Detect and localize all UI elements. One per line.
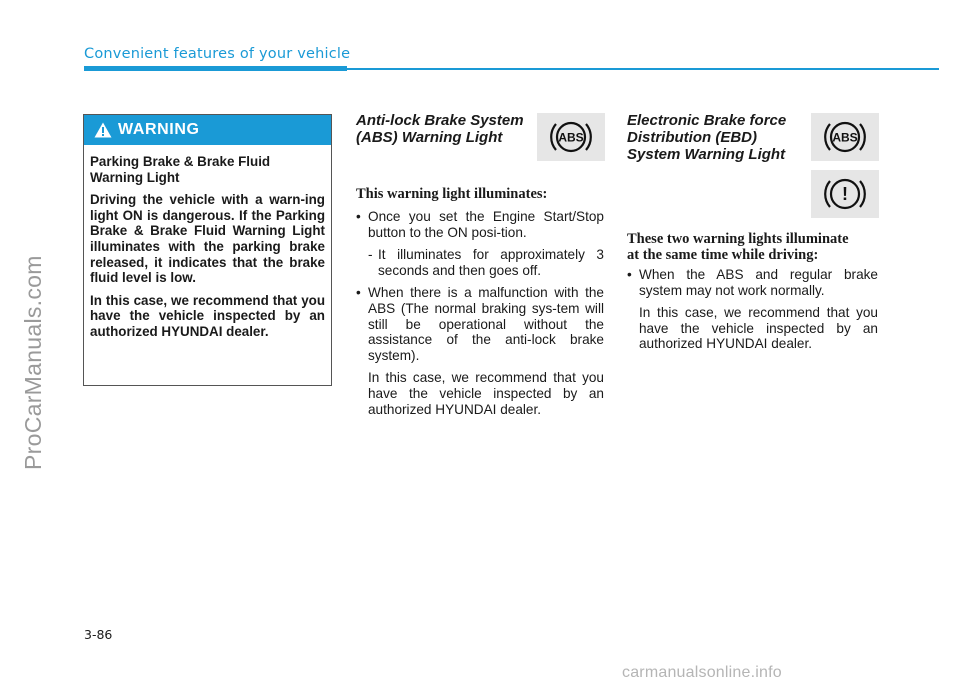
ebd-bullet-1-note: In this case, we recommend that you have the vehicle inspected by an authorized HYUNDAI dealer. <box>639 305 878 352</box>
ebd-abs-icon-text: ABS <box>832 130 858 145</box>
ebd-intro <box>627 231 849 263</box>
abs-bullet-2-note: In this case, we recommend that you have the vehicle inspected by an authorized HYUNDAI dealer. <box>368 370 604 417</box>
abs-sub-1-text: It illuminates for approximately 3 seconds and then goes off. <box>378 247 604 278</box>
ebd-abs-icon <box>811 113 879 161</box>
brake-exclamation-icon-graphic <box>819 173 871 215</box>
ebd-title-line-2: Distribution (EBD) <box>627 129 757 146</box>
abs-bullet-1: • Once you set the Engine Start/Stop button to the ON posi-tion. <box>356 209 604 240</box>
abs-intro: This warning light illuminates: <box>356 186 548 202</box>
brake-exclamation-icon-text: ! <box>842 184 848 204</box>
section-header-title: Convenient features of your vehicle <box>84 46 351 62</box>
warning-paragraph-2: In this case, we recommend that you have the vehicle inspected by an authorized HYUNDAI dealer. <box>90 292 325 339</box>
warning-heading: Parking Brake & Brake Fluid Warning Light <box>90 154 271 185</box>
abs-title-line-2: (ABS) Warning Light <box>356 129 503 146</box>
warning-header <box>84 115 331 145</box>
ebd-bullet-1: • When the ABS and regular brake system may not work normally. <box>627 267 878 298</box>
abs-warning-icon <box>537 113 605 161</box>
ebd-intro-line-2: at the same time while driving: <box>627 247 819 263</box>
warning-box <box>83 114 332 386</box>
ebd-title-line-3: System Warning Light <box>627 146 786 163</box>
bottom-watermark: carmanualsonline.info <box>622 664 782 681</box>
side-watermark-text: ProCarManuals.com <box>20 255 46 470</box>
brake-exclamation-icon <box>811 170 879 218</box>
abs-icon-text: ABS <box>558 130 584 145</box>
warning-label: WARNING <box>118 121 200 138</box>
warning-paragraph-1: Driving the vehicle with a warn-ing light ON is dangerous. If the Parking Brake & Brake Fluid Warning Light illuminates with the parking brake released, it indicates that the brake fluid level is low. <box>90 192 325 286</box>
warning-body <box>84 145 331 340</box>
abs-sub-1: - It illuminates for approximately 3 seconds and then goes off. <box>368 247 604 278</box>
ebd-title-line-1: Electronic Brake force <box>627 112 787 129</box>
abs-bullet-1-text: Once you set the Engine Start/Stop button to the ON posi-tion. <box>368 209 604 240</box>
ebd-section-body <box>627 267 878 359</box>
abs-icon-graphic <box>545 116 597 158</box>
header-rule-thick <box>84 66 347 71</box>
abs-title-line-1: Anti-lock Brake System <box>356 112 524 129</box>
abs-section-title <box>356 112 524 146</box>
abs-section-body <box>356 209 604 424</box>
ebd-intro-line-1: These two warning lights illuminate <box>627 231 849 247</box>
abs-bullet-2: • When there is a malfunction with the ABS (The normal braking sys-tem will still be operational without the assistance of the anti-lock brake system). <box>356 285 604 363</box>
abs-bullet-2-text: When there is a malfunction with the ABS (The normal braking sys-tem will still be operational without the assistance of the anti-lock brake system). <box>368 285 604 363</box>
warning-triangle-icon <box>94 122 112 138</box>
page-number: 3-86 <box>84 627 113 642</box>
ebd-abs-icon-graphic <box>819 116 871 158</box>
header-rule-thin <box>347 68 939 70</box>
ebd-bullet-1-text: When the ABS and regular brake system may not work normally. <box>639 267 878 298</box>
ebd-section-title <box>627 112 786 163</box>
